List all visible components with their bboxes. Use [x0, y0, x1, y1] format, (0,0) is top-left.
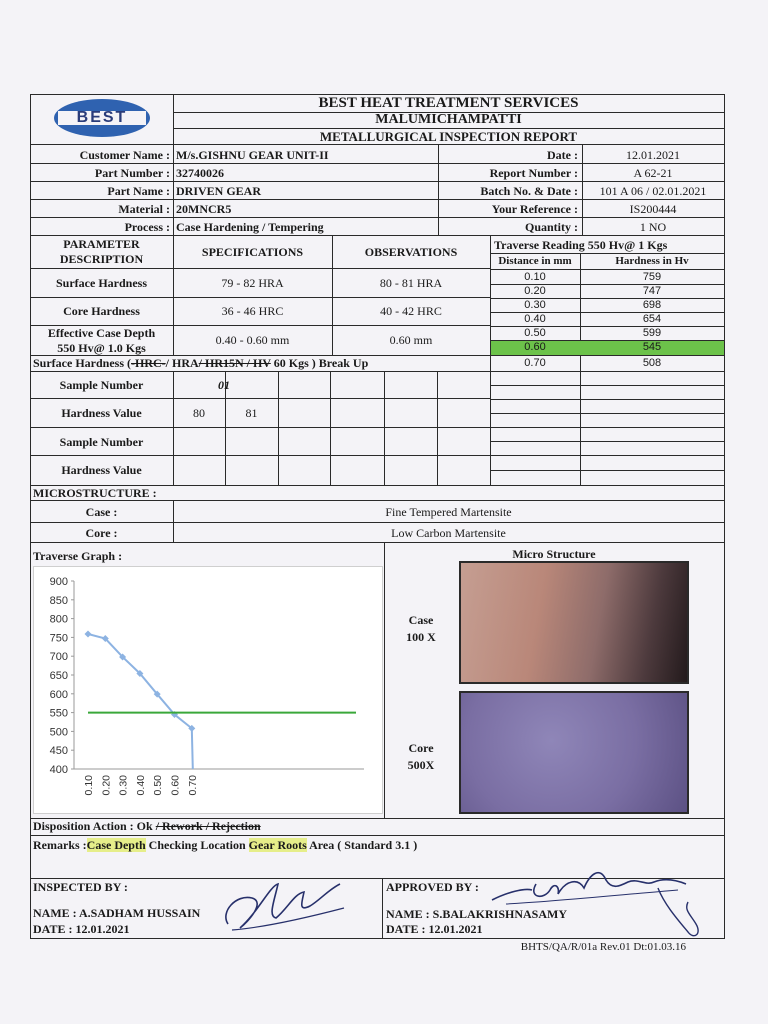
param-obs: 0.60 mm [389, 333, 433, 347]
traverse-hardness: 759 [642, 271, 662, 283]
traverse-distance: 0.40 [524, 313, 546, 325]
date-label: Date : [547, 148, 578, 162]
x-tick-label: 0.70 [186, 775, 199, 796]
y-tick-label: 900 [49, 576, 68, 588]
remarks-suffix: Area ( Standard 3.1 ) [306, 838, 418, 852]
traverse-distance: 0.50 [524, 327, 546, 339]
traverse-hardness: 599 [642, 327, 662, 339]
hardness-value-label: Hardness Value [61, 406, 142, 420]
process-label: Process : [124, 220, 170, 234]
breakup-hr15n: / HR15N / HV [198, 356, 271, 370]
hardness-value-label: Hardness Value [61, 463, 142, 477]
col-parameter-2: DESCRIPTION [59, 252, 144, 266]
hardness-series-drop [192, 728, 193, 769]
approved-by-label: APPROVED BY : [386, 880, 479, 894]
disposition-rework: / Rework / Rejection [155, 819, 261, 833]
core-label: Core : [85, 526, 118, 540]
y-tick-label: 600 [49, 688, 68, 701]
approver-signature [488, 860, 706, 944]
param-obs: 80 - 81 HRA [379, 276, 443, 290]
core-value: Low Carbon Martensite [391, 526, 506, 540]
quantity-value: 1 NO [639, 220, 667, 234]
y-tick-label: 450 [49, 745, 68, 758]
batch-label: Batch No. & Date : [480, 184, 578, 198]
traverse-title: Traverse Reading 550 Hv@ 1 Kgs [494, 238, 668, 252]
report-title: METALLURGICAL INSPECTION REPORT [319, 129, 578, 144]
breakup-hra: / HRA [165, 356, 199, 370]
quantity-label: Quantity : [524, 220, 578, 234]
col-parameter-1: PARAMETER [63, 237, 140, 251]
traverse-hardness: 545 [642, 341, 662, 353]
microstructure-heading: MICROSTRUCTURE : [33, 486, 157, 500]
param-name-sub: 550 Hv@ 1.0 Kgs [57, 341, 146, 355]
reference-label: Your Reference : [491, 202, 578, 216]
y-tick-label: 800 [49, 613, 68, 626]
traverse-distance: 0.30 [524, 299, 546, 311]
remarks [33, 838, 417, 853]
traverse-distance: 0.70 [524, 357, 546, 369]
document-code: BHTS/QA/R/01a Rev.01 Dt:01.03.16 [520, 941, 686, 953]
sample-number-value: 01 [218, 378, 230, 392]
disposition-prefix: Disposition Action : Ok [33, 819, 156, 833]
traverse-distance: 0.10 [524, 271, 546, 283]
breakup-prefix: Surface Hardness ( [33, 356, 131, 370]
company-name: BEST HEAT TREATMENT SERVICES [318, 95, 579, 111]
hardness-point [85, 631, 92, 638]
remarks-mid: Checking Location [145, 838, 249, 852]
x-tick-label: 0.10 [83, 775, 95, 796]
x-tick-label: 0.50 [152, 775, 165, 796]
micro-structure-label: Micro Structure [512, 547, 596, 561]
company-location: MALUMICHAMPATTI [375, 112, 522, 127]
remarks-prefix: Remarks : [33, 838, 87, 852]
case-micrograph-image [459, 561, 689, 684]
breakup-heading [33, 356, 368, 371]
traverse-hardness: 508 [642, 357, 662, 369]
inspected-by-label: INSPECTED BY : [33, 880, 128, 894]
y-tick-label: 650 [49, 670, 68, 682]
inspector-signature [218, 872, 348, 936]
param-name: Surface Hardness [56, 276, 147, 290]
case-value: Fine Tempered Martensite [385, 505, 512, 519]
part-name-label: Part Name : [107, 184, 170, 198]
sample-number-label: Sample Number [59, 435, 144, 449]
approved-by-date: DATE : 12.01.2021 [386, 922, 483, 936]
traverse-hardness: 698 [642, 299, 662, 311]
x-tick-label: 0.20 [100, 775, 113, 796]
x-tick-label: 0.30 [117, 775, 130, 796]
customer-label: Customer Name : [79, 148, 170, 162]
part-number-label: Part Number : [94, 166, 170, 180]
col-hardness: Hardness in Hv [615, 255, 689, 267]
col-specifications: SPECIFICATIONS [201, 245, 304, 259]
x-tick-label: 0.40 [134, 775, 147, 796]
traverse-chart-svg [34, 567, 382, 813]
report-number-label: Report Number : [489, 166, 578, 180]
y-tick-label: 750 [49, 632, 68, 645]
case-label: Case : [85, 505, 118, 519]
traverse-hardness: 654 [642, 313, 662, 325]
customer-value: M/s.GISHNU GEAR UNIT-II [176, 148, 329, 162]
process-value: Case Hardening / Tempering [176, 220, 324, 234]
traverse-distance: 0.20 [524, 285, 546, 297]
material-value: 20MNCR5 [176, 202, 232, 216]
y-tick-label: 500 [49, 726, 68, 739]
inspected-by-date: DATE : 12.01.2021 [33, 922, 130, 936]
part-number-value: 32740026 [176, 166, 224, 180]
param-name: Core Hardness [63, 304, 140, 318]
core-image-magnification: 500X [407, 758, 435, 772]
breakup-hrc: -HRC- [131, 356, 166, 370]
breakup-suffix: 60 Kgs ) Break Up [270, 356, 369, 370]
logo-text: BEST [76, 109, 128, 126]
traverse-chart [33, 566, 383, 814]
date-value: 12.01.2021 [626, 148, 680, 162]
inspected-by-name: NAME : A.SADHAM HUSSAIN [33, 906, 201, 920]
y-tick-label: 700 [49, 651, 68, 664]
y-tick-label: 400 [49, 764, 68, 776]
col-distance: Distance in mm [498, 255, 572, 267]
param-spec: 79 - 82 HRA [221, 276, 284, 290]
disposition-action [33, 819, 261, 834]
company-logo [52, 97, 152, 139]
traverse-distance: 0.60 [524, 341, 546, 353]
param-obs: 40 - 42 HRC [380, 304, 442, 318]
param-name: Effective Case Depth [47, 326, 156, 340]
x-tick-label: 0.60 [169, 775, 182, 796]
batch-value: 101 A 06 / 02.01.2021 [599, 184, 707, 198]
case-image-magnification: 100 X [406, 630, 436, 644]
approved-by-name: NAME : S.BALAKRISHNASAMY [386, 907, 568, 921]
remarks-gear-root: Gear Roots [248, 838, 307, 852]
y-tick-label: 550 [49, 707, 68, 720]
traverse-graph-label: Traverse Graph : [33, 549, 123, 563]
y-tick-label: 850 [49, 594, 68, 607]
hardness-value: 80 [193, 406, 205, 420]
case-image-title: Case [408, 613, 434, 627]
param-spec: 36 - 46 HRC [221, 304, 284, 318]
material-label: Material : [118, 202, 170, 216]
reference-value: IS200444 [629, 202, 677, 216]
col-observations: OBSERVATIONS [364, 245, 458, 259]
remarks-case-depth: Case Depth [86, 838, 146, 852]
core-image-title: Core [408, 741, 434, 755]
report-number-value: A 62-21 [633, 166, 673, 180]
param-spec: 0.40 - 0.60 mm [215, 333, 290, 347]
traverse-hardness: 747 [642, 285, 662, 297]
part-name-value: DRIVEN GEAR [176, 184, 262, 198]
sample-number-label: Sample Number [59, 378, 144, 392]
hardness-value: 81 [245, 406, 258, 420]
core-micrograph-image [459, 691, 689, 814]
